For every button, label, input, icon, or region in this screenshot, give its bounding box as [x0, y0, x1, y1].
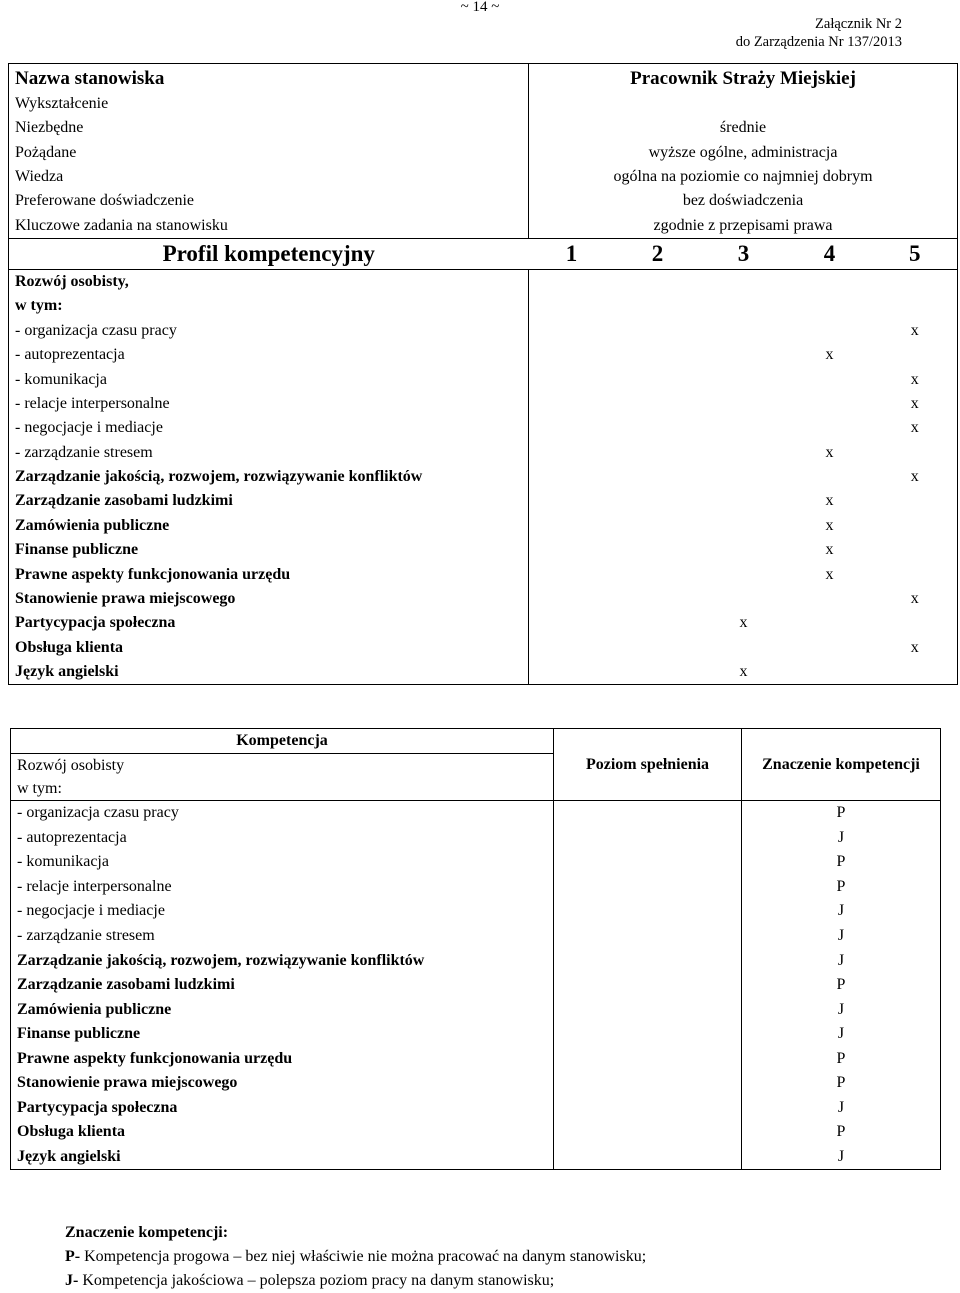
- profile-competency-row: [9, 660, 958, 685]
- level-mark: x: [825, 565, 834, 583]
- level-cell: [529, 319, 615, 343]
- significance-level-cell: [554, 899, 742, 924]
- group-label-development: Rozwój osobisty: [11, 754, 554, 779]
- annex-line-1: Załącznik Nr 2: [815, 16, 902, 32]
- significance-row: [11, 1046, 941, 1071]
- profile-cell: [529, 294, 615, 318]
- job-title-row: [9, 64, 958, 93]
- level-cell: [529, 343, 615, 367]
- level-cell: [529, 489, 615, 513]
- level-cell: [873, 611, 958, 635]
- competency-name: - negocjacje i mediacje: [9, 416, 529, 440]
- profile-competency-row: [9, 465, 958, 489]
- significance-name: Obsługa klienta: [11, 1120, 554, 1145]
- level-cell: [529, 587, 615, 611]
- level-mark: x: [873, 392, 958, 416]
- competency-name: Prawne aspekty funkcjonowania urzędu: [9, 562, 529, 586]
- group-label-including: w tym:: [11, 779, 554, 801]
- significance-row: [11, 948, 941, 973]
- legend-p: [65, 1245, 646, 1269]
- significance-level-cell: [554, 875, 742, 900]
- job-info-label: Wiedza: [9, 165, 529, 189]
- significance-level-cell: [554, 1120, 742, 1145]
- significance-value: J: [742, 1096, 941, 1121]
- level-cell: [529, 465, 615, 489]
- significance-level-cell: [554, 826, 742, 851]
- job-info-label: Preferowane doświadczenie: [9, 189, 529, 213]
- significance-level-cell: [554, 1071, 742, 1096]
- level-cell: [787, 367, 873, 391]
- competency-name: Język angielski: [9, 660, 529, 685]
- profile-cell: [787, 294, 873, 318]
- significance-name: - relacje interpersonalne: [11, 875, 554, 900]
- profile-group-row: [9, 294, 958, 318]
- significance-name: Zarządzanie jakością, rozwojem, rozwiązywanie konfliktów: [11, 948, 554, 973]
- significance-value: J: [742, 948, 941, 973]
- header-level: Poziom spełnienia: [554, 729, 742, 801]
- job-info-row: [9, 116, 958, 140]
- significance-name: Finanse publiczne: [11, 1022, 554, 1047]
- profile-level-1: 1: [529, 238, 615, 269]
- profile-level-4: 4: [787, 238, 873, 269]
- profile-competency-row: [9, 367, 958, 391]
- significance-level-cell: [554, 924, 742, 949]
- significance-value: J: [742, 924, 941, 949]
- job-info-value: zgodnie z przepisami prawa: [529, 213, 958, 238]
- profile-cell: [701, 269, 787, 294]
- level-mark: x: [825, 443, 834, 461]
- job-info-label: Niezbędne: [9, 116, 529, 140]
- level-cell: [529, 514, 615, 538]
- significance-name: Zarządzanie zasobami ludzkimi: [11, 973, 554, 998]
- level-cell: [701, 489, 787, 513]
- significance-name: - zarządzanie stresem: [11, 924, 554, 949]
- profile-cell: [529, 269, 615, 294]
- level-mark: x: [873, 367, 958, 391]
- level-cell: [529, 562, 615, 586]
- competency-name: - zarządzanie stresem: [9, 441, 529, 465]
- profile-cell: [873, 294, 958, 318]
- level-cell: [615, 319, 701, 343]
- significance-value: P: [742, 801, 941, 826]
- profile-competency-row: [9, 514, 958, 538]
- level-cell: [615, 367, 701, 391]
- competency-significance-table: [10, 728, 941, 1170]
- level-cell: [701, 465, 787, 489]
- level-cell: [529, 367, 615, 391]
- level-cell: [615, 611, 701, 635]
- level-cell: [701, 319, 787, 343]
- level-cell: [787, 636, 873, 660]
- level-cell: [873, 343, 958, 367]
- profile-header-row: [9, 238, 958, 269]
- legend-j-text: Kompetencja jakościowa – polepsza poziom pracy na danym stanowisku;: [78, 1272, 555, 1289]
- job-title-value: Pracownik Straży Miejskiej: [529, 64, 958, 93]
- level-cell: [615, 489, 701, 513]
- profile-competency-row: [9, 611, 958, 635]
- level-mark: x: [873, 465, 958, 489]
- level-cell: [701, 538, 787, 562]
- profile-competency-row: [9, 392, 958, 416]
- level-cell: [615, 392, 701, 416]
- profile-title: Profil kompetencyjny: [9, 238, 529, 269]
- header-competence: Kompetencja: [11, 729, 554, 754]
- level-cell: [701, 367, 787, 391]
- significance-header-row: [11, 729, 941, 754]
- significance-row: [11, 875, 941, 900]
- level-cell: [873, 489, 958, 513]
- significance-name: - komunikacja: [11, 850, 554, 875]
- significance-value: J: [742, 1022, 941, 1047]
- profile-level-2: 2: [615, 238, 701, 269]
- level-cell: [787, 416, 873, 440]
- significance-value: P: [742, 1046, 941, 1071]
- significance-value: P: [742, 875, 941, 900]
- competency-name: - relacje interpersonalne: [9, 392, 529, 416]
- level-cell: [701, 441, 787, 465]
- significance-name: - autoprezentacja: [11, 826, 554, 851]
- significance-row: [11, 997, 941, 1022]
- competency-name: Finanse publiczne: [9, 538, 529, 562]
- profile-cell: [873, 269, 958, 294]
- level-cell: [873, 514, 958, 538]
- level-cell: [615, 660, 701, 685]
- competency-name: Stanowienie prawa miejscowego: [9, 587, 529, 611]
- header-significance: Znaczenie kompetencji: [742, 729, 941, 801]
- competency-name: Obsługa klienta: [9, 636, 529, 660]
- significance-row: [11, 1120, 941, 1145]
- job-info-row: [9, 213, 958, 238]
- level-cell: [873, 538, 958, 562]
- level-mark: x: [825, 346, 834, 364]
- significance-level-cell: [554, 973, 742, 998]
- job-info-row: [9, 141, 958, 165]
- significance-level-cell: [554, 801, 742, 826]
- significance-name: - negocjacje i mediacje: [11, 899, 554, 924]
- significance-row: [11, 1096, 941, 1121]
- level-mark: x: [825, 492, 834, 510]
- level-mark: x: [873, 416, 958, 440]
- legend: [65, 1221, 646, 1293]
- level-cell: [529, 660, 615, 685]
- job-info-value: bez doświadczenia: [529, 189, 958, 213]
- significance-value: P: [742, 1120, 941, 1145]
- significance-level-cell: [554, 997, 742, 1022]
- significance-value: J: [742, 997, 941, 1022]
- job-info-row: [9, 189, 958, 213]
- significance-value: P: [742, 973, 941, 998]
- profile-competency-row: [9, 587, 958, 611]
- job-info-label: Pożądane: [9, 141, 529, 165]
- profile-cell: [615, 269, 701, 294]
- significance-row: [11, 1071, 941, 1096]
- significance-name: Język angielski: [11, 1145, 554, 1170]
- level-cell: [529, 441, 615, 465]
- level-mark: x: [873, 636, 958, 660]
- profile-competency-row: [9, 562, 958, 586]
- competency-name: - komunikacja: [9, 367, 529, 391]
- job-info-value: [529, 92, 958, 116]
- legend-j-key: J-: [65, 1272, 79, 1289]
- legend-title: Znaczenie kompetencji:: [65, 1224, 229, 1241]
- annex-line-2: do Zarządzenia Nr 137/2013: [735, 34, 902, 50]
- job-info-value: ogólna na poziomie co najmniej dobrym: [529, 165, 958, 189]
- level-cell: [615, 636, 701, 660]
- significance-level-cell: [554, 850, 742, 875]
- significance-value: J: [742, 1145, 941, 1170]
- level-cell: [615, 343, 701, 367]
- significance-value: J: [742, 826, 941, 851]
- level-mark: x: [701, 660, 787, 685]
- level-cell: [615, 562, 701, 586]
- competency-name: Zamówienia publiczne: [9, 514, 529, 538]
- profile-competency-row: [9, 416, 958, 440]
- competency-name: - organizacja czasu pracy: [9, 319, 529, 343]
- level-cell: [873, 441, 958, 465]
- significance-name: - organizacja czasu pracy: [11, 801, 554, 826]
- level-cell: [529, 392, 615, 416]
- significance-value: P: [742, 850, 941, 875]
- legend-j: [65, 1269, 646, 1293]
- profile-competency-row: [9, 441, 958, 465]
- profile-level-3: 3: [701, 238, 787, 269]
- significance-level-cell: [554, 1096, 742, 1121]
- level-cell: [615, 441, 701, 465]
- significance-level-cell: [554, 948, 742, 973]
- competency-name: Partycypacja społeczna: [9, 611, 529, 635]
- job-info-value: wyższe ogólne, administracja: [529, 141, 958, 165]
- significance-row: [11, 899, 941, 924]
- significance-row: [11, 826, 941, 851]
- level-cell: [615, 538, 701, 562]
- job-info-value: średnie: [529, 116, 958, 140]
- legend-p-text: Kompetencja progowa – bez niej właściwie nie można pracować na danym stanowisku;: [80, 1248, 647, 1265]
- competency-name: Zarządzanie zasobami ludzkimi: [9, 489, 529, 513]
- level-cell: [873, 660, 958, 685]
- significance-row: [11, 801, 941, 826]
- level-cell: [701, 392, 787, 416]
- level-cell: [701, 636, 787, 660]
- level-cell: [701, 587, 787, 611]
- level-cell: [787, 660, 873, 685]
- annex-reference: [736, 15, 902, 51]
- legend-p-key: P-: [65, 1248, 81, 1265]
- profile-cell: [787, 269, 873, 294]
- profile-group-label: w tym:: [9, 294, 529, 318]
- level-mark: x: [873, 587, 958, 611]
- level-cell: [873, 562, 958, 586]
- profile-group-label: Rozwój osobisty,: [9, 269, 529, 294]
- level-cell: [787, 611, 873, 635]
- profile-cell: [615, 294, 701, 318]
- significance-name: Partycypacja społeczna: [11, 1096, 554, 1121]
- level-cell: [701, 514, 787, 538]
- level-cell: [701, 343, 787, 367]
- competency-name: - autoprezentacja: [9, 343, 529, 367]
- level-cell: [787, 319, 873, 343]
- level-mark: x: [873, 319, 958, 343]
- significance-name: Stanowienie prawa miejscowego: [11, 1071, 554, 1096]
- level-cell: [787, 465, 873, 489]
- level-cell: [615, 587, 701, 611]
- profile-competency-row: [9, 319, 958, 343]
- level-cell: [529, 636, 615, 660]
- significance-row: [11, 850, 941, 875]
- level-cell: [529, 538, 615, 562]
- level-cell: [615, 514, 701, 538]
- profile-competency-row: [9, 538, 958, 562]
- significance-row: [11, 1145, 941, 1170]
- level-cell: [701, 416, 787, 440]
- significance-level-cell: [554, 1046, 742, 1071]
- competency-name: Zarządzanie jakością, rozwojem, rozwiązywanie konfliktów: [9, 465, 529, 489]
- job-info-row: [9, 92, 958, 116]
- significance-row: [11, 973, 941, 998]
- significance-level-cell: [554, 1145, 742, 1170]
- significance-name: Zamówienia publiczne: [11, 997, 554, 1022]
- level-cell: [615, 465, 701, 489]
- profile-competency-row: [9, 489, 958, 513]
- significance-level-cell: [554, 1022, 742, 1047]
- level-cell: [529, 416, 615, 440]
- profile-cell: [701, 294, 787, 318]
- level-cell: [701, 562, 787, 586]
- level-cell: [615, 416, 701, 440]
- level-mark: x: [739, 614, 748, 632]
- significance-value: P: [742, 1071, 941, 1096]
- profile-level-5: 5: [873, 238, 958, 269]
- job-info-label: Kluczowe zadania na stanowisku: [9, 213, 529, 238]
- significance-row: [11, 1022, 941, 1047]
- level-mark: x: [825, 541, 834, 559]
- profile-competency-row: [9, 343, 958, 367]
- profile-group-row: [9, 269, 958, 294]
- level-mark: x: [825, 516, 834, 534]
- page-number: ~ 14 ~: [460, 0, 500, 15]
- job-info-label: Wykształcenie: [9, 92, 529, 116]
- job-info-row: [9, 165, 958, 189]
- job-title-label: Nazwa stanowiska: [9, 64, 529, 93]
- significance-value: J: [742, 899, 941, 924]
- significance-name: Prawne aspekty funkcjonowania urzędu: [11, 1046, 554, 1071]
- level-cell: [787, 587, 873, 611]
- significance-row: [11, 924, 941, 949]
- job-profile-table: [8, 63, 958, 685]
- level-cell: [787, 392, 873, 416]
- level-cell: [529, 611, 615, 635]
- profile-competency-row: [9, 636, 958, 660]
